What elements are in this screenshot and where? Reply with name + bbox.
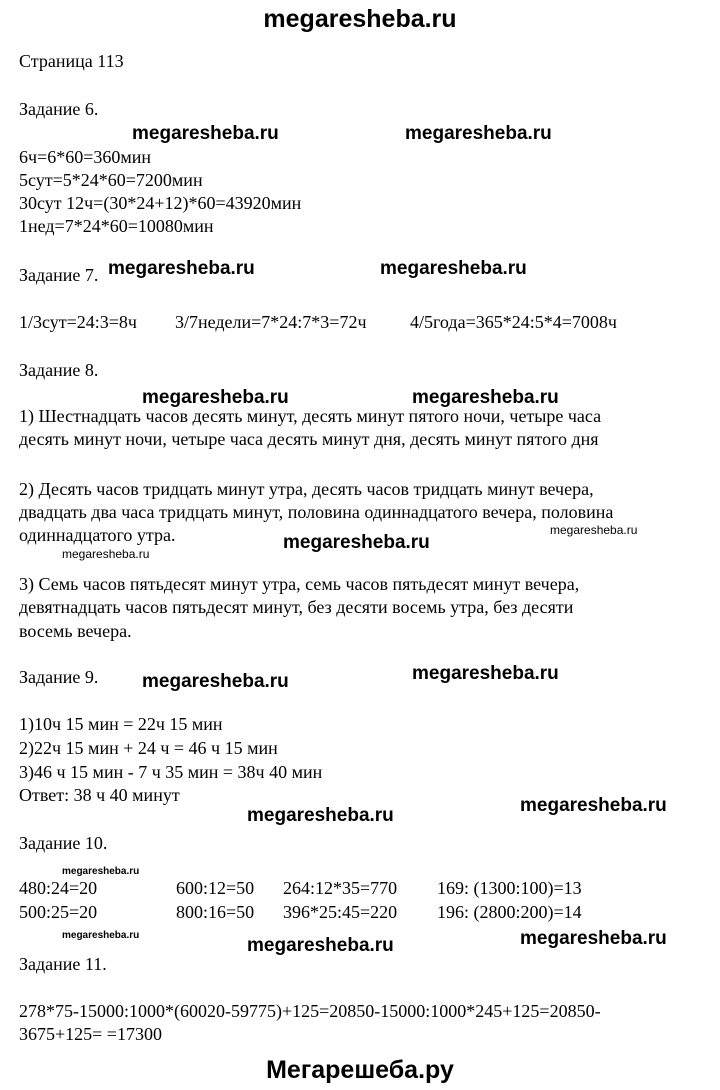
task-7-item-3: 4/5года=365*24:5*4=7008ч (410, 312, 617, 332)
watermark: megaresheba.ru (247, 935, 394, 956)
watermark: megaresheba.ru (380, 258, 527, 279)
watermark-small: megaresheba.ru (62, 866, 140, 877)
task-8-title: Задание 8. (19, 360, 99, 380)
watermark: megaresheba.ru (405, 123, 552, 144)
watermark: megaresheba.ru (520, 795, 667, 816)
watermark: megaresheba.ru (283, 532, 430, 553)
watermark: megaresheba.ru (412, 663, 559, 684)
task-9-line-2: 2)22ч 15 мин + 24 ч = 46 ч 15 мин (19, 738, 278, 758)
task-10-r1-c2: 600:12=50 (176, 878, 255, 898)
task-9-answer: Ответ: 38 ч 40 минут (19, 785, 180, 805)
task-8-p1-line-1: 1) Шестнадцать часов десять минут, десять минут пятого ночи, четыре часа (19, 406, 602, 426)
task-10-r1-c1: 480:24=20 (19, 878, 98, 898)
task-8-p3-line-3: восемь вечера. (19, 621, 132, 641)
task-6-line-2: 5сут=5*24*60=7200мин (19, 170, 203, 190)
task-10-r1-c4: 169: (1300:100)=13 (437, 878, 582, 898)
task-10-r2-c4: 196: (2800:200)=14 (437, 902, 582, 922)
task-8-p1-line-2: десять минут ночи, четыре часа десять минут дня, десять минут пятого дня (19, 429, 599, 449)
task-6-line-1: 6ч=6*60=360мин (19, 147, 152, 167)
task-8-p2-line-1: 2) Десять часов тридцать минут утра, десять часов тридцать минут вечера, (19, 479, 594, 499)
task-10-r1-c3: 264:12*35=770 (283, 878, 398, 898)
task-6-title: Задание 6. (19, 99, 99, 119)
task-10-r2-c3: 396*25:45=220 (283, 902, 398, 922)
watermark: megaresheba.ru (520, 928, 667, 949)
task-6-line-4: 1нед=7*24*60=10080мин (19, 216, 214, 236)
site-footer: Мегарешеба.ру (266, 1056, 454, 1084)
watermark-small: megaresheba.ru (550, 523, 638, 537)
task-11-title: Задание 11. (19, 954, 107, 974)
task-8-p3-line-1: 3) Семь часов пятьдесят минут утра, семь часов пятьдесят минут вечера, (19, 574, 580, 594)
task-6-line-3: 30сут 12ч=(30*24+12)*60=43920мин (19, 193, 302, 213)
page-label: Страница 113 (19, 51, 124, 71)
task-8-p2-line-2: двадцать два часа тридцать минут, половина одиннадцатого вечера, половина (19, 502, 614, 522)
task-9-line-3: 3)46 ч 15 мин - 7 ч 35 мин = 38ч 40 мин (19, 762, 323, 782)
task-9-line-1: 1)10ч 15 мин = 22ч 15 мин (19, 714, 223, 734)
task-8-p2-line-3: одиннадцатого утра. (19, 525, 176, 545)
task-8-p3-line-2: девятнадцать часов пятьдесят минут, без десяти восемь утра, без десяти (19, 597, 574, 617)
watermark-small: megaresheba.ru (62, 930, 140, 941)
watermark: megaresheba.ru (142, 387, 289, 408)
watermark: megaresheba.ru (108, 258, 255, 279)
task-10-r2-c2: 800:16=50 (176, 902, 255, 922)
watermark: megaresheba.ru (142, 671, 289, 692)
task-10-title: Задание 10. (19, 833, 108, 853)
watermark: megaresheba.ru (247, 805, 394, 826)
watermark: megaresheba.ru (412, 387, 559, 408)
task-9-title: Задание 9. (19, 667, 99, 687)
task-11-line-1: 278*75-15000:1000*(60020-59775)+125=20850-15000:1000*245+125=20850- (19, 1001, 601, 1021)
task-11-line-2: 3675+125= =17300 (19, 1024, 162, 1044)
task-7-item-2: 3/7недели=7*24:7*3=72ч (175, 312, 367, 332)
site-header: megaresheba.ru (263, 5, 457, 33)
watermark-small: megaresheba.ru (62, 547, 150, 561)
watermark: megaresheba.ru (132, 123, 279, 144)
task-10-r2-c1: 500:25=20 (19, 902, 98, 922)
task-7-item-1: 1/3сут=24:3=8ч (19, 312, 137, 332)
task-7-title: Задание 7. (19, 265, 99, 285)
